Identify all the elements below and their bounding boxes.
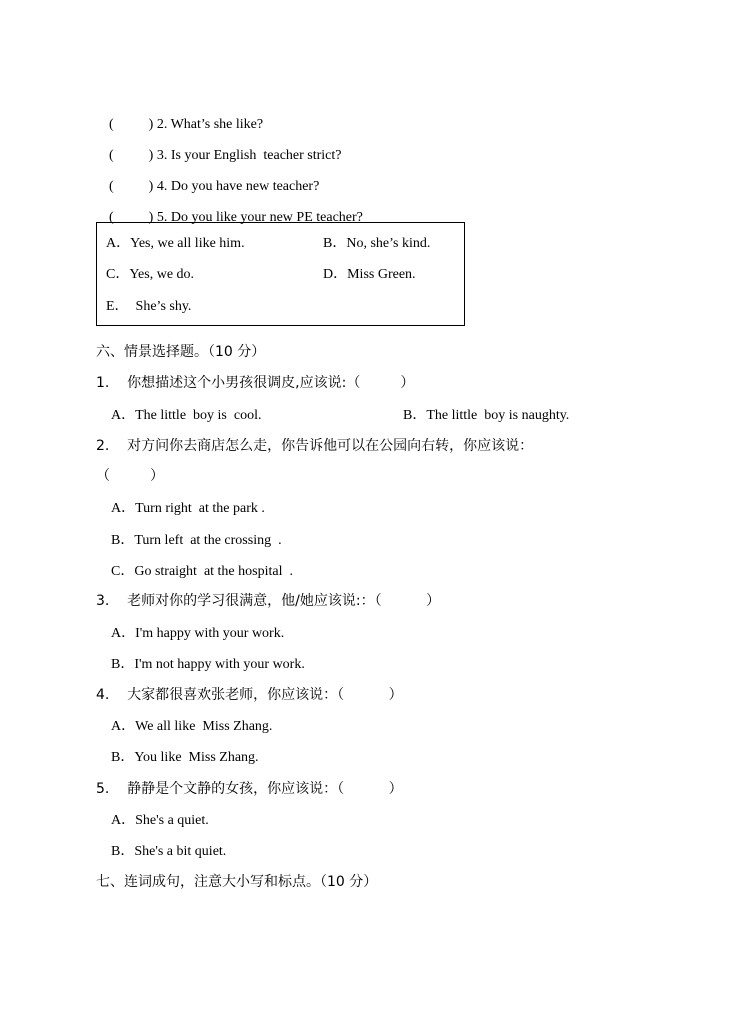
section7-title: 七、连词成句，注意大小写和标点。（10 分） — [96, 874, 378, 890]
answer-blank[interactable]: ( ) — [109, 148, 154, 163]
q3-stem: 3. 老师对你的学习很满意，他/她应该说:：（ ） — [96, 593, 441, 609]
question-text: 5. Do you like your new PE teacher? — [156, 210, 363, 225]
q5-option-a: A．She's a quiet. — [111, 813, 209, 828]
answer-blank[interactable]: ( ) — [109, 117, 154, 132]
option-e: E． She’s shy. — [106, 299, 192, 314]
q3-option-a: A．I'm happy with your work. — [111, 626, 285, 641]
q2-option-c: C．Go straight at the hospital . — [111, 564, 293, 579]
question-text: 4. Do you have new teacher? — [156, 179, 320, 194]
question-text: 2. What’s she like? — [156, 117, 264, 132]
option-a: A．Yes, we all like him. — [106, 236, 245, 251]
section6-title: 六、情景选择题。（10 分） — [96, 344, 266, 360]
q5-option-b: B．She's a bit quiet. — [111, 844, 227, 859]
answer-blank[interactable]: ( ) — [109, 179, 154, 194]
q1-option-b: B．The little boy is naughty. — [403, 408, 570, 423]
option-d: D．Miss Green. — [323, 267, 416, 282]
answer-options-box — [96, 222, 465, 326]
q1-option-a: A．The little boy is cool. — [111, 408, 262, 423]
q4-option-b: B．You like Miss Zhang. — [111, 750, 259, 765]
q5-stem: 5. 静静是个文静的女孩，你应该说：（ ） — [96, 781, 403, 797]
q4-option-a: A．We all like Miss Zhang. — [111, 719, 273, 734]
q2-option-b: B．Turn left at the crossing . — [111, 533, 282, 548]
q2-option-a: A．Turn right at the park . — [111, 501, 265, 516]
q1-stem: 1. 你想描述这个小男孩很调皮,应该说:（ ） — [96, 375, 415, 391]
answer-blank[interactable]: ( ) — [109, 210, 154, 225]
q2-answer-blank[interactable]: （ ） — [96, 468, 165, 484]
q3-option-b: B．I'm not happy with your work. — [111, 657, 305, 672]
option-b: B．No, she’s kind. — [323, 236, 431, 251]
q2-stem: 2. 对方问你去商店怎么走，你告诉他可以在公园向右转，你应该说： — [96, 438, 534, 454]
q4-stem: 4. 大家都很喜欢张老师，你应该说：（ ） — [96, 687, 403, 703]
question-text: 3. Is your English teacher strict? — [156, 148, 342, 163]
option-c: C．Yes, we do. — [106, 267, 195, 282]
